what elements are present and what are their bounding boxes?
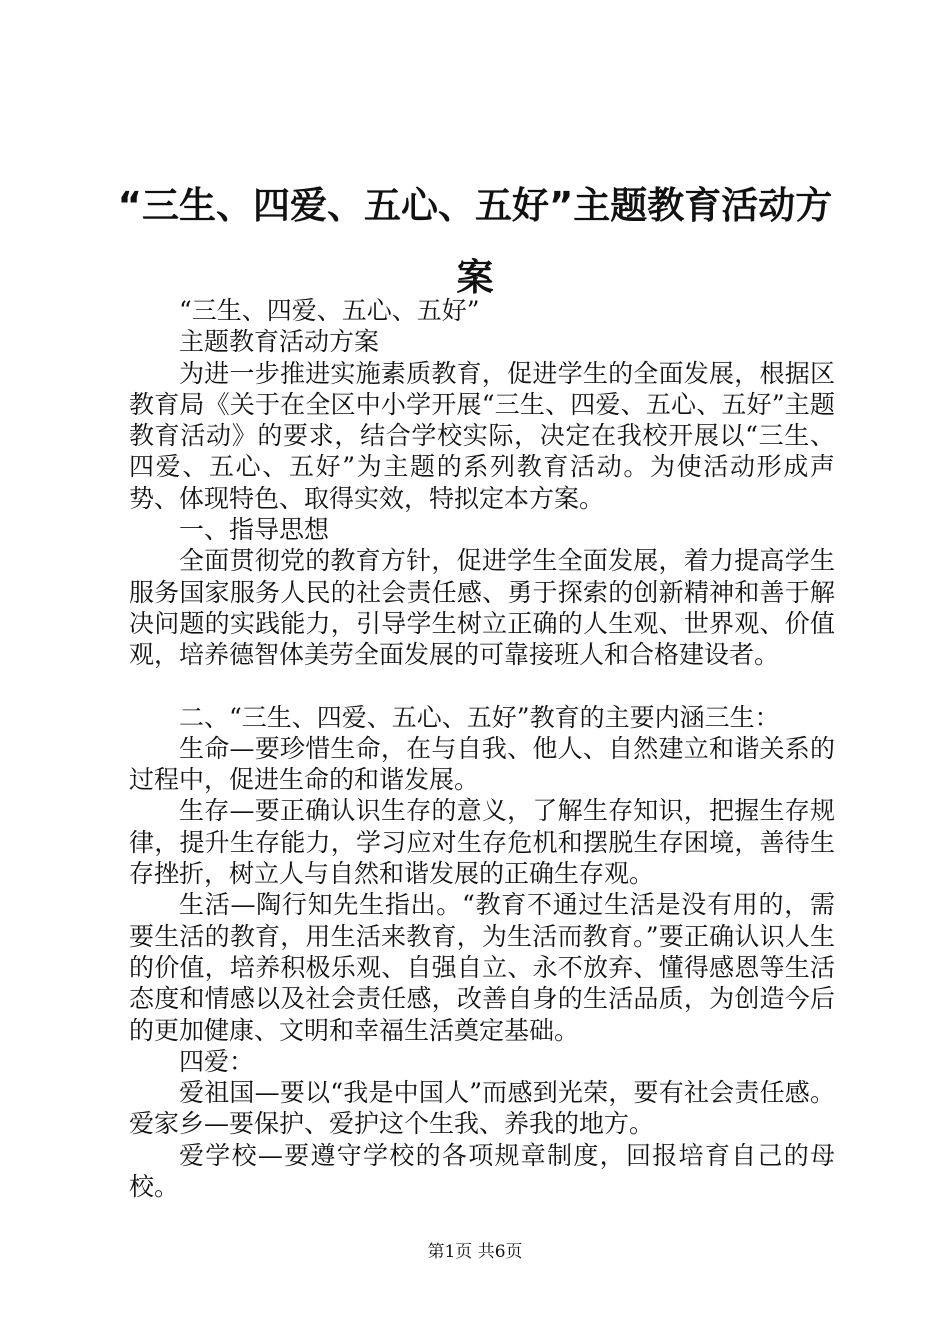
- life-paragraph: 生命—要珍惜生命，在与自我、他人、自然建立和谐关系的过程中，促进生命的和谐发展。: [129, 733, 835, 795]
- living-paragraph: 生活—陶行知先生指出。“教育不通过生活是没有用的，需要生活的教育，用生活来教育，为生活而教育。”要正确认识人生的价值，培养积极乐观、自强自立、永不放弃、懂得感恩等生活态度和情感以及社会责任感，改善自身的生活品质，为创造今后的更加健康、文明和幸福生活奠定基础。: [129, 890, 835, 1045]
- intro-paragraph: 为进一步推进实施素质教育，促进学生的全面发展，根据区教育局《关于在全区中小学开展“三生、四爱、五心、五好”主题教育活动》的要求，结合学校实际，决定在我校开展以“三生、四爱、五心、五好”为主题的系列教育活动。为使活动形成声势、体现特色、取得实效，特拟定本方案。: [129, 358, 835, 513]
- love-school-paragraph: 爱学校—要遵守学校的各项规章制度，回报培育自己的母校。: [129, 1140, 835, 1202]
- document-title: “三生、四爱、五心、五好”主题教育活动方案: [117, 184, 833, 299]
- love-country-paragraph: 爱祖国—要以“我是中国人”而感到光荣，要有社会责任感。爱家乡—要保护、爱护这个生我、养我的地方。: [129, 1078, 835, 1139]
- subtitle-line-1: “三生、四爱、五心、五好”: [179, 296, 480, 325]
- page-footer: 第1页 共6页: [427, 1242, 523, 1262]
- section-heading-guiding-thought: 一、指导思想: [179, 515, 330, 545]
- guiding-thought-paragraph: 全面贯彻党的教育方针，促进学生全面发展，着力提高学生服务国家服务人民的社会责任感、勇于探索的创新精神和善于解决问题的实践能力，引导学生树立正确的人生观、世界观、价值观，培养德智体美劳全面发展的可靠接班人和合格建设者。: [129, 546, 835, 670]
- section-heading-four-loves: 四爱：: [179, 1046, 255, 1076]
- document-body: [129, 295, 835, 1202]
- subtitle-line-2: 主题教育活动方案: [179, 327, 380, 357]
- section-heading-main-content: 二、“三生、四爱、五心、五好”教育的主要内涵三生：: [179, 702, 780, 732]
- survival-paragraph: 生存—要正确认识生存的意义，了解生存知识，把握生存规律，提升生存能力，学习应对生存危机和摆脱生存困境，善待生存挫折，树立人与自然和谐发展的正确生存观。: [129, 796, 835, 889]
